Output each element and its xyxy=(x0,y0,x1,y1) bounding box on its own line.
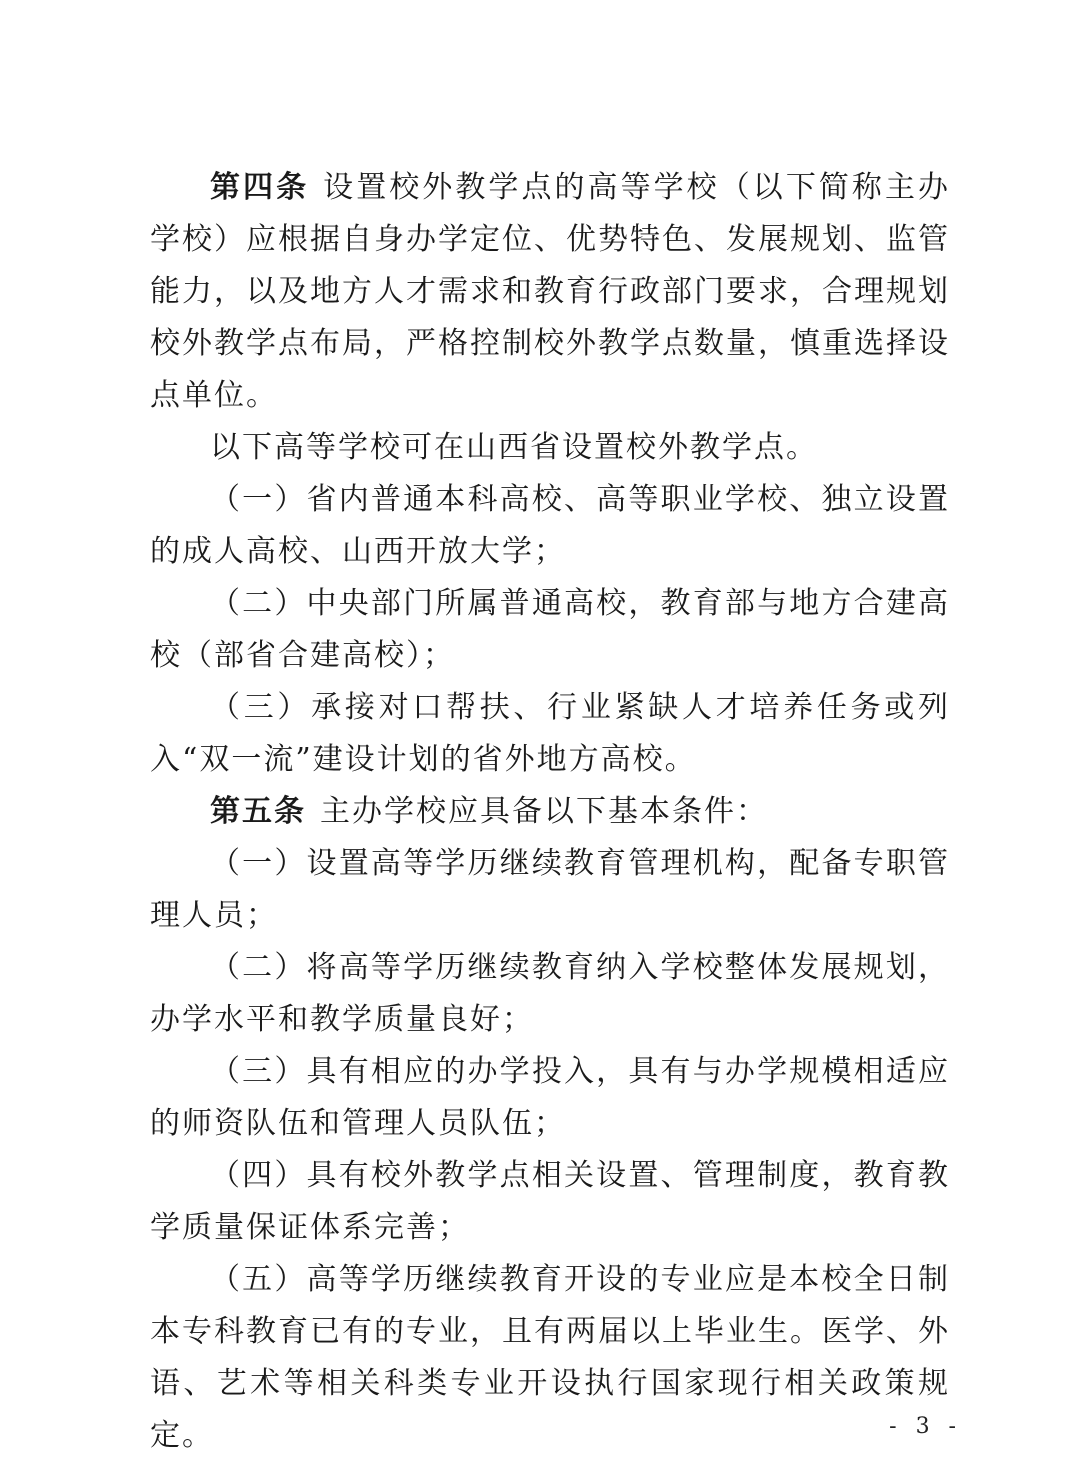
eligible-item-3: （三）承接对口帮扶、行业紧缺人才培养任务或列入“双一流”建设计划的省外地方高校。 xyxy=(150,690,950,777)
article-5-label: 第五条 xyxy=(210,794,306,829)
article-4-label: 第四条 xyxy=(210,170,310,205)
article-5-paragraph xyxy=(150,786,950,838)
article-4-text: 设置校外教学点的高等学校（以下简称主办学校）应根据自身办学定位、优势特色、发展规划、监管能力，以及地方人才需求和教育行政部门要求，合理规划校外教学点布局，严格控制校外教学点数量，慎重选择设点单位。 xyxy=(150,170,951,413)
condition-item-4: （四）具有校外教学点相关设置、管理制度，教育教学质量保证体系完善； xyxy=(150,1158,950,1245)
condition-item-5: （五）高等学历继续教育开设的专业应是本校全日制本专科教育已有的专业，且有两届以上毕业生。医学、外语、艺术等相关科类专业开设执行国家现行相关政策规定。 xyxy=(150,1262,950,1453)
eligible-item-1: （一）省内普通本科高校、高等职业学校、独立设置的成人高校、山西开放大学； xyxy=(150,482,950,569)
article-5-text: 主办学校应具备以下基本条件： xyxy=(320,794,768,829)
page-number: - 3 - xyxy=(889,1414,962,1439)
eligible-schools-intro: 以下高等学校可在山西省设置校外教学点。 xyxy=(210,430,818,465)
condition-item-3: （三）具有相应的办学投入，具有与办学规模相适应的师资队伍和管理人员队伍； xyxy=(150,1054,950,1141)
eligible-item-2: （二）中央部门所属普通高校，教育部与地方合建高校（部省合建高校）； xyxy=(150,586,950,673)
body-text xyxy=(150,162,950,1462)
condition-item-2: （二）将高等学历继续教育纳入学校整体发展规划，办学水平和教学质量良好； xyxy=(150,950,950,1037)
condition-item-1: （一）设置高等学历继续教育管理机构，配备专职管理人员； xyxy=(150,846,950,933)
article-4-paragraph xyxy=(150,162,950,422)
